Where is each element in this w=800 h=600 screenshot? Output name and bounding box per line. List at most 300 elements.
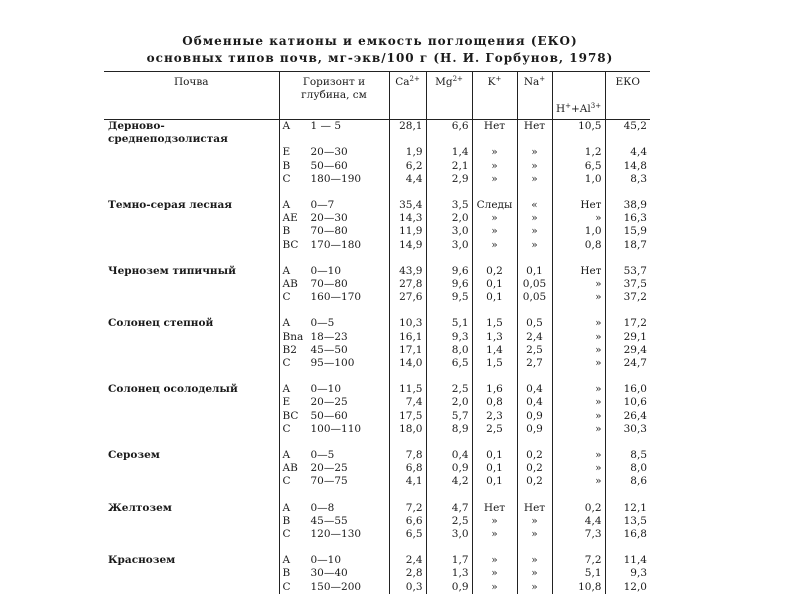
horizon-depth-cell xyxy=(279,462,389,475)
spacer-cell xyxy=(605,186,650,199)
k-value: » xyxy=(472,173,517,186)
group-spacer-row xyxy=(104,370,650,383)
soil-name-cell xyxy=(104,265,279,278)
soil-name-cell xyxy=(104,475,279,488)
depth-range: 170—180 xyxy=(310,238,362,251)
table-row xyxy=(104,554,650,567)
na-value: « xyxy=(517,199,552,212)
horizon-code: C xyxy=(282,422,291,435)
ca-value: 7,4 xyxy=(389,396,426,409)
horizon-code: A xyxy=(282,449,291,462)
depth-range: 20—30 xyxy=(310,212,348,225)
header-k xyxy=(472,72,517,120)
header-ca-charge: 2+ xyxy=(409,75,420,83)
soil-name: Краснозем xyxy=(108,554,176,567)
soil-name-cell xyxy=(104,212,279,225)
mg-value: 5,1 xyxy=(426,317,472,330)
horizon-code: AB xyxy=(282,278,298,291)
header-na-text: Na xyxy=(523,76,540,88)
mg-value: 5,7 xyxy=(426,410,472,423)
depth-range: 30—40 xyxy=(310,567,348,580)
depth-range: 70—75 xyxy=(310,475,348,488)
h-al-value: 10,8 xyxy=(552,581,605,594)
ca-value: 27,6 xyxy=(389,291,426,304)
header-ca xyxy=(389,72,426,120)
spacer-cell xyxy=(104,252,279,265)
soil-name-cell xyxy=(104,502,279,515)
eko-value: 10,6 xyxy=(605,396,650,409)
spacer-cell xyxy=(279,186,389,199)
na-value: 0,4 xyxy=(517,383,552,396)
horizon-depth-cell xyxy=(279,173,389,186)
depth-range: 180—190 xyxy=(310,172,362,185)
soil-name-cell xyxy=(104,554,279,567)
horizon-depth-cell xyxy=(279,344,389,357)
na-value: 0,2 xyxy=(517,475,552,488)
ca-value: 2,4 xyxy=(389,554,426,567)
depth-range: 0—5 xyxy=(310,449,335,462)
ca-value: 6,2 xyxy=(389,160,426,173)
h-al-value: 0,8 xyxy=(552,239,605,252)
horizon-depth-cell xyxy=(279,278,389,291)
k-value: » xyxy=(472,554,517,567)
header-mg-charge: 2+ xyxy=(452,75,463,83)
horizon-depth-cell xyxy=(279,225,389,238)
horizon-code: C xyxy=(282,528,291,541)
k-value: » xyxy=(472,146,517,159)
ca-value: 11,9 xyxy=(389,225,426,238)
spacer-cell xyxy=(104,304,279,317)
soil-name: Темно-серая лесная xyxy=(108,199,233,212)
soil-name-cell xyxy=(104,225,279,238)
soil-cations-table xyxy=(104,71,650,594)
horizon-depth-cell xyxy=(279,212,389,225)
spacer-cell xyxy=(605,436,650,449)
ca-value: 7,2 xyxy=(389,502,426,515)
spacer-cell xyxy=(389,541,426,554)
mg-value: 2,5 xyxy=(426,383,472,396)
spacer-cell xyxy=(389,370,426,383)
spacer-cell xyxy=(104,186,279,199)
spacer-cell xyxy=(426,436,472,449)
mg-value: 9,3 xyxy=(426,331,472,344)
soil-name-cell xyxy=(104,383,279,396)
horizon-code: A xyxy=(282,383,291,396)
mg-value: 9,6 xyxy=(426,278,472,291)
ca-value: 7,8 xyxy=(389,449,426,462)
spacer-cell xyxy=(279,541,389,554)
ca-value: 4,4 xyxy=(389,173,426,186)
h-al-value: Нет xyxy=(552,199,605,212)
spacer-cell xyxy=(279,436,389,449)
k-value: 1,3 xyxy=(472,331,517,344)
h-al-value: » xyxy=(552,331,605,344)
horizon-code: E xyxy=(282,396,291,409)
spacer-cell xyxy=(426,370,472,383)
eko-value: 26,4 xyxy=(605,410,650,423)
horizon-depth-cell xyxy=(279,449,389,462)
spacer-cell xyxy=(426,489,472,502)
ca-value: 10,3 xyxy=(389,317,426,330)
spacer-cell xyxy=(389,436,426,449)
table-title: Обменные катионы и емкость поглощения (ЕКО) xyxy=(182,34,578,48)
table-row xyxy=(104,225,650,238)
depth-range: 50—60 xyxy=(310,409,348,422)
table-row xyxy=(104,291,650,304)
ca-value: 16,1 xyxy=(389,331,426,344)
spacer-cell xyxy=(552,186,605,199)
k-value: 2,3 xyxy=(472,410,517,423)
soil-name-cell xyxy=(104,567,279,580)
depth-range: 50—60 xyxy=(310,159,348,172)
spacer-cell xyxy=(104,489,279,502)
soil-name-cell xyxy=(104,462,279,475)
spacer-cell xyxy=(426,186,472,199)
depth-range: 20—25 xyxy=(310,462,348,475)
horizon-depth-cell xyxy=(279,146,389,159)
horizon-code: A xyxy=(282,501,291,514)
horizon-depth-cell xyxy=(279,239,389,252)
mg-value: 3,0 xyxy=(426,225,472,238)
k-value: 1,4 xyxy=(472,344,517,357)
header-k-text: K xyxy=(487,76,496,88)
horizon-code: Bna xyxy=(282,330,304,343)
horizon-code: A xyxy=(282,199,291,212)
horizon-depth-cell xyxy=(279,383,389,396)
k-value: » xyxy=(472,239,517,252)
soil-name-cell xyxy=(104,515,279,528)
spacer-cell xyxy=(389,252,426,265)
horizon-depth-cell xyxy=(279,410,389,423)
table-row xyxy=(104,317,650,330)
depth-range: 18—23 xyxy=(310,330,348,343)
horizon-code: C xyxy=(282,357,291,370)
soil-name: Солонец степной xyxy=(108,317,214,330)
h-al-value: 4,4 xyxy=(552,515,605,528)
spacer-cell xyxy=(389,186,426,199)
depth-range: 150—200 xyxy=(310,580,362,593)
horizon-code: B2 xyxy=(282,343,297,356)
eko-value: 16,0 xyxy=(605,383,650,396)
na-value: » xyxy=(517,515,552,528)
spacer-cell xyxy=(472,186,517,199)
depth-range: 70—80 xyxy=(310,278,348,291)
na-value: 0,05 xyxy=(517,278,552,291)
na-value: » xyxy=(517,160,552,173)
eko-value: 8,0 xyxy=(605,462,650,475)
ca-value: 28,1 xyxy=(389,120,426,147)
ca-value: 6,6 xyxy=(389,515,426,528)
depth-range: 45—55 xyxy=(310,514,348,527)
na-value: » xyxy=(517,567,552,580)
na-value: 0,4 xyxy=(517,396,552,409)
spacer-cell xyxy=(605,304,650,317)
table-row xyxy=(104,331,650,344)
header-eko: ЕКО xyxy=(605,72,650,120)
horizon-code: A xyxy=(282,554,291,567)
table-row xyxy=(104,423,650,436)
k-value: Следы xyxy=(472,199,517,212)
ca-value: 14,9 xyxy=(389,239,426,252)
ca-value: 2,8 xyxy=(389,567,426,580)
mg-value: 3,0 xyxy=(426,528,472,541)
horizon-depth-cell xyxy=(279,357,389,370)
horizon-code: AE xyxy=(282,212,298,225)
ca-value: 17,5 xyxy=(389,410,426,423)
k-value: 0,1 xyxy=(472,278,517,291)
eko-value: 53,7 xyxy=(605,265,650,278)
h-al-value: » xyxy=(552,383,605,396)
k-value: Нет xyxy=(472,120,517,147)
soil-name-cell xyxy=(104,146,279,159)
table-row xyxy=(104,265,650,278)
h-al-value: » xyxy=(552,291,605,304)
soil-name-cell xyxy=(104,410,279,423)
na-value: » xyxy=(517,581,552,594)
eko-value: 12,1 xyxy=(605,502,650,515)
spacer-cell xyxy=(472,436,517,449)
mg-value: 0,4 xyxy=(426,449,472,462)
horizon-code: C xyxy=(282,475,291,488)
horizon-code: C xyxy=(282,172,291,185)
na-value: 0,9 xyxy=(517,423,552,436)
depth-range: 0—10 xyxy=(310,264,342,277)
mg-value: 2,1 xyxy=(426,160,472,173)
h-al-value: » xyxy=(552,278,605,291)
h-al-value: » xyxy=(552,410,605,423)
eko-value: 29,4 xyxy=(605,344,650,357)
h-al-value: 0,2 xyxy=(552,502,605,515)
ca-value: 14,0 xyxy=(389,357,426,370)
table-body xyxy=(104,120,650,594)
k-value: » xyxy=(472,212,517,225)
eko-value: 18,7 xyxy=(605,239,650,252)
header-h-al xyxy=(552,72,605,120)
table-row xyxy=(104,146,650,159)
na-value: » xyxy=(517,554,552,567)
h-al-value: » xyxy=(552,396,605,409)
spacer-cell xyxy=(517,252,552,265)
group-spacer-row xyxy=(104,304,650,317)
soil-name-cell xyxy=(104,160,279,173)
spacer-cell xyxy=(472,252,517,265)
na-value: » xyxy=(517,173,552,186)
horizon-depth-cell xyxy=(279,475,389,488)
spacer-cell xyxy=(426,541,472,554)
soil-name-cell xyxy=(104,317,279,330)
spacer-cell xyxy=(605,252,650,265)
horizon-code: C xyxy=(282,291,291,304)
horizon-code: B xyxy=(282,567,291,580)
h-al-value: » xyxy=(552,475,605,488)
k-value: Нет xyxy=(472,502,517,515)
k-value: » xyxy=(472,528,517,541)
horizon-depth-cell xyxy=(279,291,389,304)
k-value: 0,1 xyxy=(472,462,517,475)
depth-range: 1 — 5 xyxy=(310,120,342,132)
na-value: » xyxy=(517,212,552,225)
eko-value: 30,3 xyxy=(605,423,650,436)
ca-value: 14,3 xyxy=(389,212,426,225)
na-value: 2,5 xyxy=(517,344,552,357)
mg-value: 4,2 xyxy=(426,475,472,488)
na-value: 2,4 xyxy=(517,331,552,344)
mg-value: 3,0 xyxy=(426,239,472,252)
k-value: 1,5 xyxy=(472,317,517,330)
soil-name-cell xyxy=(104,423,279,436)
ca-value: 4,1 xyxy=(389,475,426,488)
table-row xyxy=(104,239,650,252)
group-spacer-row xyxy=(104,186,650,199)
group-spacer-row xyxy=(104,252,650,265)
soil-name-cell xyxy=(104,239,279,252)
h-al-value: » xyxy=(552,423,605,436)
spacer-cell xyxy=(517,436,552,449)
spacer-cell xyxy=(552,370,605,383)
header-soil: Почва xyxy=(104,72,279,120)
eko-value: 11,4 xyxy=(605,554,650,567)
horizon-code: B xyxy=(282,159,291,172)
horizon-code: C xyxy=(282,580,291,593)
horizon-depth-cell xyxy=(279,265,389,278)
na-value: 0,9 xyxy=(517,410,552,423)
soil-name-cell xyxy=(104,581,279,594)
horizon-depth-cell xyxy=(279,317,389,330)
spacer-cell xyxy=(472,370,517,383)
eko-value: 17,2 xyxy=(605,317,650,330)
horizon-depth-cell xyxy=(279,515,389,528)
horizon-code: A xyxy=(282,317,291,330)
horizon-code: AB xyxy=(282,462,298,475)
eko-value: 13,5 xyxy=(605,515,650,528)
soil-name-cell xyxy=(104,173,279,186)
eko-value: 29,1 xyxy=(605,331,650,344)
h-al-value: 10,5 xyxy=(552,120,605,147)
eko-value: 8,6 xyxy=(605,475,650,488)
mg-value: 4,7 xyxy=(426,502,472,515)
mg-value: 1,3 xyxy=(426,567,472,580)
header-k-charge: + xyxy=(495,75,502,83)
eko-value: 37,5 xyxy=(605,278,650,291)
depth-range: 0—10 xyxy=(310,383,342,396)
mg-value: 3,5 xyxy=(426,199,472,212)
mg-value: 9,6 xyxy=(426,265,472,278)
na-value: 2,7 xyxy=(517,357,552,370)
depth-range: 0—5 xyxy=(310,317,335,330)
k-value: » xyxy=(472,567,517,580)
depth-range: 70—80 xyxy=(310,225,348,238)
eko-value: 45,2 xyxy=(605,120,650,147)
mg-value: 0,9 xyxy=(426,462,472,475)
k-value: » xyxy=(472,515,517,528)
h-al-value: 6,5 xyxy=(552,160,605,173)
ca-value: 6,8 xyxy=(389,462,426,475)
eko-value: 16,8 xyxy=(605,528,650,541)
na-value: Нет xyxy=(517,502,552,515)
depth-range: 95—100 xyxy=(310,357,355,370)
spacer-cell xyxy=(552,436,605,449)
table-row xyxy=(104,462,650,475)
mg-value: 2,0 xyxy=(426,212,472,225)
k-value: 0,8 xyxy=(472,396,517,409)
spacer-cell xyxy=(517,541,552,554)
spacer-cell xyxy=(279,304,389,317)
header-mg-text: Mg xyxy=(435,76,453,88)
soil-name-cell xyxy=(104,357,279,370)
spacer-cell xyxy=(605,370,650,383)
eko-value: 8,5 xyxy=(605,449,650,462)
spacer-cell xyxy=(426,252,472,265)
spacer-cell xyxy=(279,252,389,265)
horizon-code: BC xyxy=(282,409,299,422)
depth-range: 120—130 xyxy=(310,528,362,541)
spacer-cell xyxy=(605,541,650,554)
mg-value: 2,0 xyxy=(426,396,472,409)
spacer-cell xyxy=(389,489,426,502)
group-spacer-row xyxy=(104,436,650,449)
na-value: » xyxy=(517,146,552,159)
k-value: 1,5 xyxy=(472,357,517,370)
na-value: » xyxy=(517,225,552,238)
eko-value: 4,4 xyxy=(605,146,650,159)
h-al-value: » xyxy=(552,449,605,462)
h-al-value: » xyxy=(552,317,605,330)
mg-value: 2,5 xyxy=(426,515,472,528)
eko-value: 12,0 xyxy=(605,581,650,594)
spacer-cell xyxy=(472,489,517,502)
k-value: » xyxy=(472,581,517,594)
k-value: 0,1 xyxy=(472,475,517,488)
horizon-depth-cell xyxy=(279,331,389,344)
spacer-cell xyxy=(552,541,605,554)
na-value: » xyxy=(517,239,552,252)
spacer-cell xyxy=(552,252,605,265)
table-row xyxy=(104,475,650,488)
mg-value: 8,9 xyxy=(426,423,472,436)
h-al-value: » xyxy=(552,212,605,225)
table-row xyxy=(104,567,650,580)
table-row xyxy=(104,160,650,173)
k-value: 0,1 xyxy=(472,291,517,304)
ca-value: 43,9 xyxy=(389,265,426,278)
horizon-depth-cell xyxy=(279,554,389,567)
ca-value: 17,1 xyxy=(389,344,426,357)
table-row xyxy=(104,120,650,147)
h-al-value: » xyxy=(552,462,605,475)
spacer-cell xyxy=(472,304,517,317)
eko-value: 37,2 xyxy=(605,291,650,304)
horizon-code: A xyxy=(282,120,291,132)
h-al-value: Нет xyxy=(552,265,605,278)
h-al-value: 5,1 xyxy=(552,567,605,580)
spacer-cell xyxy=(517,186,552,199)
na-value: 0,1 xyxy=(517,265,552,278)
soil-name-cell xyxy=(104,199,279,212)
horizon-code: B xyxy=(282,225,291,238)
table-row xyxy=(104,212,650,225)
group-spacer-row xyxy=(104,541,650,554)
soil-name: Солонец осолоделый xyxy=(108,383,238,396)
ca-value: 6,5 xyxy=(389,528,426,541)
horizon-depth-cell xyxy=(279,423,389,436)
spacer-cell xyxy=(552,489,605,502)
table-row xyxy=(104,199,650,212)
depth-range: 160—170 xyxy=(310,291,362,304)
ca-value: 1,9 xyxy=(389,146,426,159)
h-al-value: » xyxy=(552,357,605,370)
horizon-depth-cell xyxy=(279,502,389,515)
ca-value: 18,0 xyxy=(389,423,426,436)
